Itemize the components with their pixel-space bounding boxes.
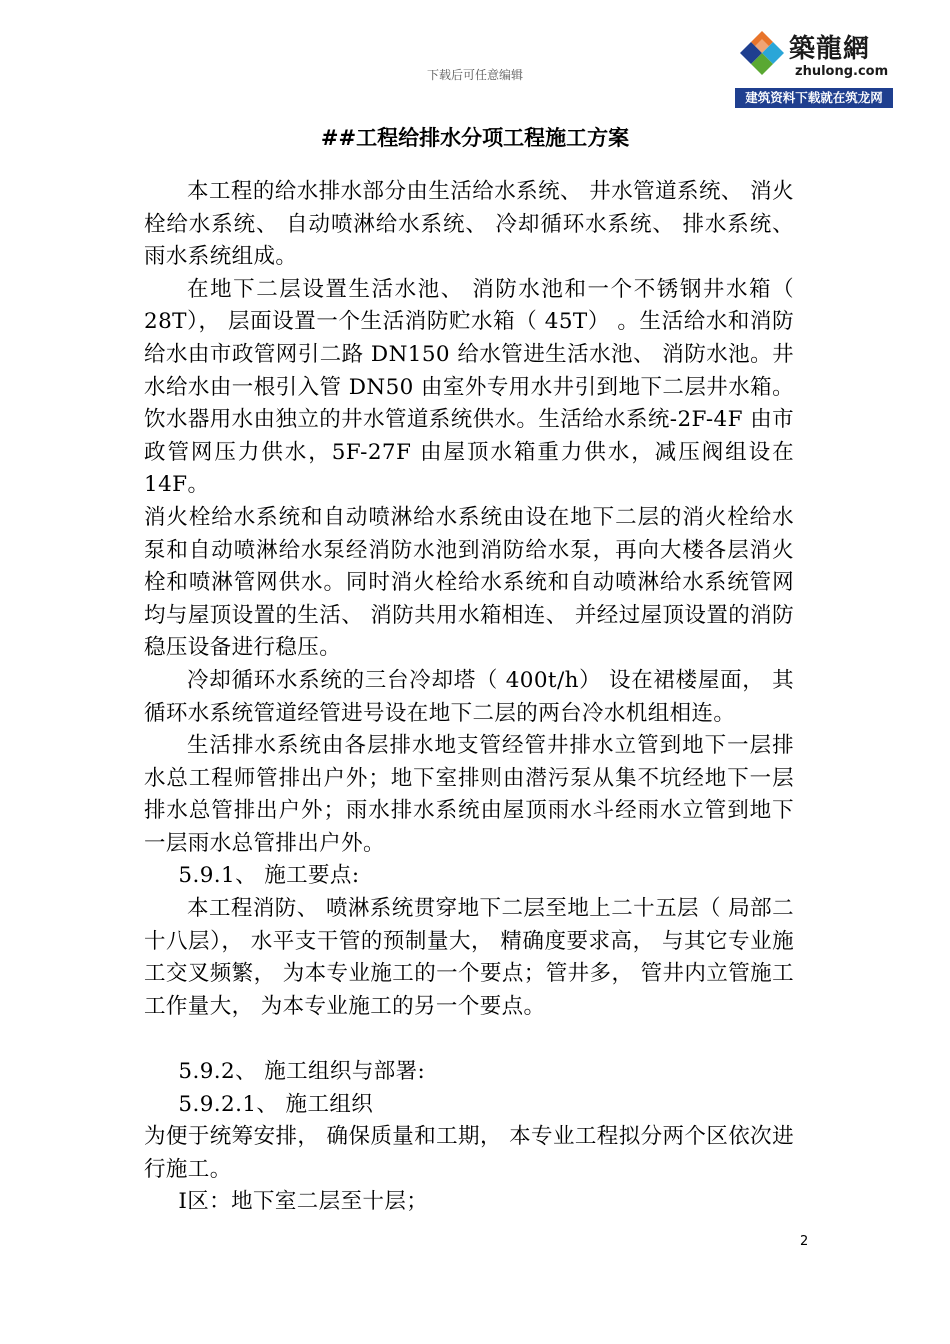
page-number: 2 — [800, 1234, 809, 1249]
logo-name: 築龍網 — [789, 34, 871, 64]
document-body — [144, 176, 794, 1219]
paragraph-key-points: 本工程消防、 喷淋系统贯穿地下二层至地上二十五层（ 局部二十八层）， 水平支干管的预制量大， 精确度要求高， 与其它专业施工交叉频繁， 为本专业施工的一个要点；管井多， 管井内立管施工工作量大， 为本专业施工的另一个要点。 — [144, 896, 794, 1019]
logo-domain: zhulong.com — [795, 64, 889, 79]
paragraph-cooling: 冷却循环水系统的三台冷却塔（ 400t/h） 设在裙楼屋面， 其循环水系统管道经管进号设在地下二层的两台冷水机组相连。 — [144, 667, 794, 726]
paragraph-overview: 本工程的给水排水部分由生活给水系统、 井水管道系统、 消火栓给水系统、 自动喷淋给水系统、 冷却循环水系统、 排水系统、 雨水系统组成。 — [144, 179, 794, 270]
zhulong-logo — [735, 28, 893, 108]
header-note: 下载后可任意编辑 — [426, 68, 523, 82]
paragraph-fire-system: 消火栓给水系统和自动喷淋给水系统由设在地下二层的消火栓给水泵和自动喷淋给水泵经消防水池到消防给水泵，再向大楼各层消火栓和喷淋管网供水。同时消火栓给水系统和自动喷淋给水系统管网均与屋顶设置的生活、 消防共用水箱相连、 并经过屋顶设置的消防稳压设备进行稳压。 — [144, 504, 794, 661]
blank-line — [144, 1023, 794, 1056]
section-heading-592: 5.9.2、 施工组织与部署: — [178, 1059, 426, 1085]
paragraph-drainage: 生活排水系统由各层排水地支管经管井排水立管到地下一层排水总工程师管排出户外；地下室排则由潜污泵从集不坑经地下一层排水总管排出户外；雨水排水系统由屋顶雨水斗经雨水立管到地下一层雨水总管排出户外。 — [144, 733, 794, 856]
paragraph-zone-1: Ⅰ区：地下室二层至十层； — [178, 1189, 429, 1215]
logo-slogan: 建筑资料下载就在筑龙网 — [735, 88, 893, 108]
zhulong-logo-icon — [739, 30, 785, 76]
document-title: ##工程给排水分项工程施工方案 — [320, 126, 630, 150]
paragraph-organization: 为便于统筹安排， 确保质量和工期， 本专业工程拟分两个区依次进行施工。 — [144, 1124, 794, 1182]
section-heading-591: 5.9.1、 施工要点: — [178, 863, 360, 889]
section-heading-5921: 5.9.2.1、 施工组织 — [178, 1091, 374, 1117]
paragraph-water-supply: 在地下二层设置生活水池、 消防水池和一个不锈钢井水箱（ 28T）， 层面设置一个生活消防贮水箱（ 45T） 。生活给水和消防给水由市政管网引二路 DN150 给水管进生活水池、 消防水池。井水给水由一根引入管 DN50 由室外专用水井引到地下二层井水箱。饮水器用水由独立的井水管道系统供水。生活给水系统-2F-4F 由市政管网压力供水，5F-27F 由屋顶水箱重力供水，减压阀组设在 14F。 — [144, 276, 794, 498]
